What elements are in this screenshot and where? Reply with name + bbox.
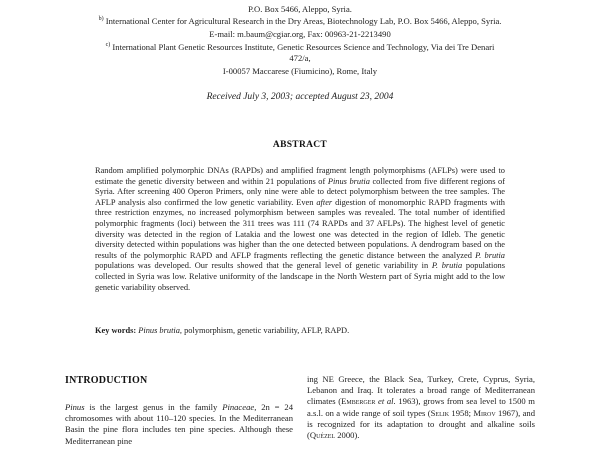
citation-author: Emberger xyxy=(341,396,376,407)
body-text: , 2n = 24 chromosomes with about 110–120 species. In the Mediterranean Basin the pine flora includes ten pine species. Although these Mediterranean pine xyxy=(65,402,293,446)
citation-etal: et al. xyxy=(378,396,396,407)
keywords-label: Key words: xyxy=(95,326,137,335)
family-name: Pinaceae xyxy=(222,402,255,412)
species-name: P. brutia xyxy=(431,261,463,271)
introduction-right-column xyxy=(307,374,535,441)
citation-author: Mirov xyxy=(473,407,496,418)
abstract-segment: digestion of monomorphic RAPD fragments with three restriction enzymes, no increased polymorphism between samples was revealed. The total number of identified polymorphic fragments (loci) between the 311 trees was 111 (74 RAPDs and 37 AFLPs). The highest level of genetic diversity was detected in the region of Latakia and the lowest one was detected in the region of Idleb. The genetic diversity detected within populations was higher than the one detected between populations. A dendrogram based on the results of the polymorphic RAPD and AFLP fragments reflecting the genetic distance between the analyzed xyxy=(95,197,505,260)
affiliation-c-city xyxy=(40,65,560,77)
affiliation-address-a xyxy=(40,3,560,15)
genus-name: Pinus xyxy=(65,402,85,412)
abstract-segment: collected from five different regions of Syria. After screening 400 Operon Primers, only nine were able to detect polymorphism between the tree samples. The AFLP analysis also confirmed the low genetic variability. Even xyxy=(95,176,505,207)
received-dates: Received July 3, 2003; accepted August 23, 2004 xyxy=(206,92,394,102)
species-name: P. brutia xyxy=(475,250,505,260)
abstract-heading: ABSTRACT xyxy=(272,140,328,150)
affiliation-marker: c) xyxy=(105,42,111,49)
introduction-heading: INTRODUCTION xyxy=(65,375,148,386)
affiliation-b xyxy=(40,15,560,27)
body-text: ing NE Greece, the Black Sea, Turkey, Crete, Cyprus, Syria, Lebanon and Iraq. It tolerates a broad range of Mediterranean climates ( xyxy=(307,374,535,407)
abstract-segment: populations collected in Syria was low. Relative uniformity of the landscape in the North Western part of Syria might add to the low genetic variability observed. xyxy=(95,261,505,292)
affiliation-contact xyxy=(40,28,560,40)
abstract-segment: populations was developed. Our results showed that the general level of genetic variability in xyxy=(95,261,432,271)
body-text: is the largest genus in the family xyxy=(84,402,223,412)
affiliation-c-cont xyxy=(40,52,560,64)
body-text: 2000). xyxy=(335,430,360,441)
keywords xyxy=(95,326,505,335)
citation-author: Selik xyxy=(430,407,450,418)
keywords-list: , polymorphism, genetic variability, AFLP, RAPD. xyxy=(179,326,350,335)
affiliation-marker: b) xyxy=(98,16,104,23)
affiliation-line: 472/a, xyxy=(289,53,311,63)
species-name: Pinus brutia xyxy=(327,176,370,186)
species-name: Pinus brutia xyxy=(138,326,180,335)
abstract-text xyxy=(95,166,505,293)
body-text: 1963), grows from sea level to 1500 m a.s.l. on a wide range of soil types ( xyxy=(307,396,535,418)
abstract-emphasis: after xyxy=(316,197,333,207)
affiliation-line: International Center for Agricultural Research in the Dry Areas, Biotechnology Lab, P.O. Box 5466, Aleppo, Syria. xyxy=(105,16,502,26)
affiliation-line: I-00057 Maccarese (Fiumicino), Rome, Italy xyxy=(222,66,378,76)
introduction-left-column xyxy=(65,402,293,447)
body-text: 1958; xyxy=(449,407,474,418)
affiliation-line: P.O. Box 5466, Aleppo, Syria. xyxy=(248,4,352,14)
citation-author: Quézel xyxy=(309,430,336,441)
abstract-segment: Random amplified polymorphic DNAs (RAPDs) and amplified fragment length polymorphisms (AFLPs) were used to estimate the genetic diversity between and within 21 populations of xyxy=(95,166,505,186)
contact-line: E-mail: m.baum@cgiar.org, Fax: 00963-21-2213490 xyxy=(209,29,391,39)
affiliation-line: International Plant Genetic Resources Institute, Genetic Resources Science and Technology, Via dei Tre Denari xyxy=(112,42,495,52)
body-text: 1967), and is recognized for its adaptation to drought and alkaline soils ( xyxy=(307,407,536,441)
